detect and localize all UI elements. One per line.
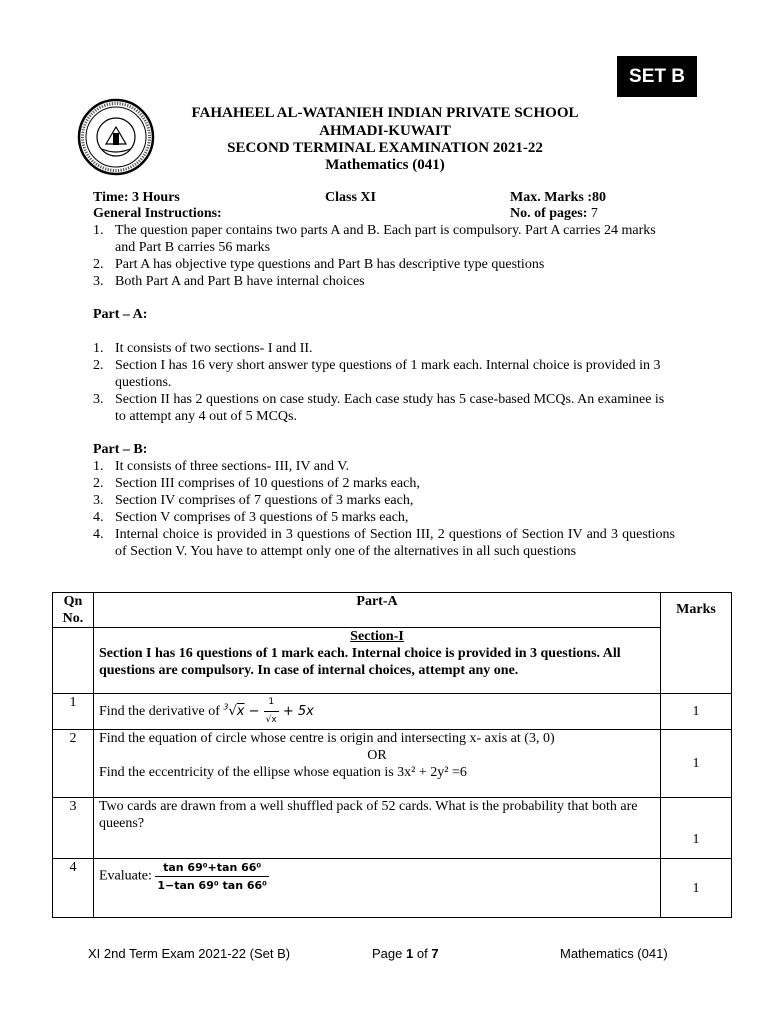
part-a-title: Part – A: — [93, 307, 148, 322]
list-item: 4. Internal choice is provided in 3 questions of Section III, 2 questions of Section IV and 3 questions of Section V. You have to attempt only one of the alternatives in all such questions — [93, 527, 675, 559]
section-description: Section I has 16 questions of 1 mark each. Internal choice is provided in 3 questions. All questions are compulsory. In case of internal choices, attempt any one. — [98, 646, 621, 678]
part-a-instructions — [93, 340, 675, 425]
question-prefix: Evaluate: — [98, 868, 152, 884]
school-logo — [76, 97, 156, 177]
question-number: 1 — [53, 694, 94, 730]
table-row — [53, 694, 732, 730]
list-item: 3. Section IV comprises of 7 questions of 3 marks each, — [93, 493, 414, 508]
list-item: 1. It consists of three sections- III, IV and V. — [93, 459, 350, 474]
footer-right: Mathematics (041) — [560, 946, 668, 961]
list-item: 2. Section III comprises of 10 questions of 2 marks each, — [93, 476, 420, 491]
max-marks-label: Max. Marks :80 — [510, 190, 607, 205]
table-row — [53, 859, 732, 918]
list-item: 1. The question paper contains two parts A and B. Each part is compulsory. Part A carries 24 marks and Part B carries 56 marks — [93, 223, 656, 255]
list-item: 3. Both Part A and Part B have internal choices — [93, 274, 365, 289]
question-prefix: Find the derivative of — [98, 704, 220, 719]
question-text: Find the equation of circle whose centre is origin and intersecting x- axis at (3, 0) OR Find the eccentricity of the ellipse whose equation is 3x² + 2y² =6 — [93, 730, 660, 798]
instructions-title: General Instructions: — [93, 206, 222, 221]
school-location: AHMADI-KUWAIT — [319, 123, 451, 139]
derivative-expression: $^3$√x − $\frac{1}{√x}$ + 5x — [223, 704, 313, 719]
pages-value: 7 — [590, 206, 598, 221]
footer-page: Page 1 of 7 — [372, 946, 439, 961]
list-item: 2. Section I has 16 very short answer type questions of 1 mark each. Internal choice is provided in 3 questions. — [93, 358, 661, 390]
section-title: Section-I — [350, 629, 404, 644]
question-marks: 1 — [661, 694, 732, 730]
question-marks: 1 — [661, 730, 732, 798]
list-item: 2. Part A has objective type questions and Part B has descriptive type questions — [93, 257, 545, 272]
list-item: 3. Section II has 2 questions on case study. Each case study has 5 case-based MCQs. An examinee is to attempt any 4 out of 5 MCQs. — [93, 392, 665, 424]
section-cell — [93, 628, 660, 694]
section-row — [53, 628, 732, 694]
table-row — [53, 730, 732, 798]
general-instructions — [93, 222, 675, 290]
question-number: 4 — [53, 859, 94, 918]
footer-left: XI 2nd Term Exam 2021-22 (Set B) — [88, 946, 291, 961]
list-item: 1. It consists of two sections- I and II. — [93, 341, 313, 356]
school-name: FAHAHEEL AL-WATANIEH INDIAN PRIVATE SCHOOL — [191, 105, 579, 121]
table-header-row — [53, 593, 732, 628]
qn-no-header: Qn No. — [53, 593, 94, 628]
question-table — [52, 592, 732, 918]
pages-label: No. of pages: — [510, 206, 588, 221]
set-badge: SET B — [617, 56, 697, 97]
question-marks: 1 — [661, 798, 732, 859]
table-row — [53, 798, 732, 859]
marks-header: Marks — [661, 593, 732, 694]
question-marks: 1 — [661, 859, 732, 918]
part-a-header: Part-A — [93, 593, 660, 628]
evaluate-fraction: $\frac{\text{tan 69⁰+tan 66⁰}}{\text{1−tan 69⁰ tan 66⁰}}$ — [157, 861, 267, 892]
question-text: Two cards are drawn from a well shuffled pack of 52 cards. What is the probability that both are queens? — [93, 798, 660, 859]
or-label: OR — [367, 748, 387, 763]
question-text — [93, 859, 660, 918]
question-number: 2 — [53, 730, 94, 798]
list-item: 4. Section V comprises of 3 questions of 5 marks each, — [93, 510, 409, 525]
question-text — [93, 694, 660, 730]
part-b-instructions — [93, 458, 675, 560]
question-number: 3 — [53, 798, 94, 859]
subject-title: Mathematics (041) — [325, 157, 445, 173]
part-b-title: Part – B: — [93, 442, 148, 457]
pages-count — [510, 205, 598, 222]
time-label: Time: 3 Hours — [93, 190, 180, 205]
class-label: Class XI — [325, 190, 376, 205]
exam-title: SECOND TERMINAL EXAMINATION 2021-22 — [227, 140, 543, 156]
